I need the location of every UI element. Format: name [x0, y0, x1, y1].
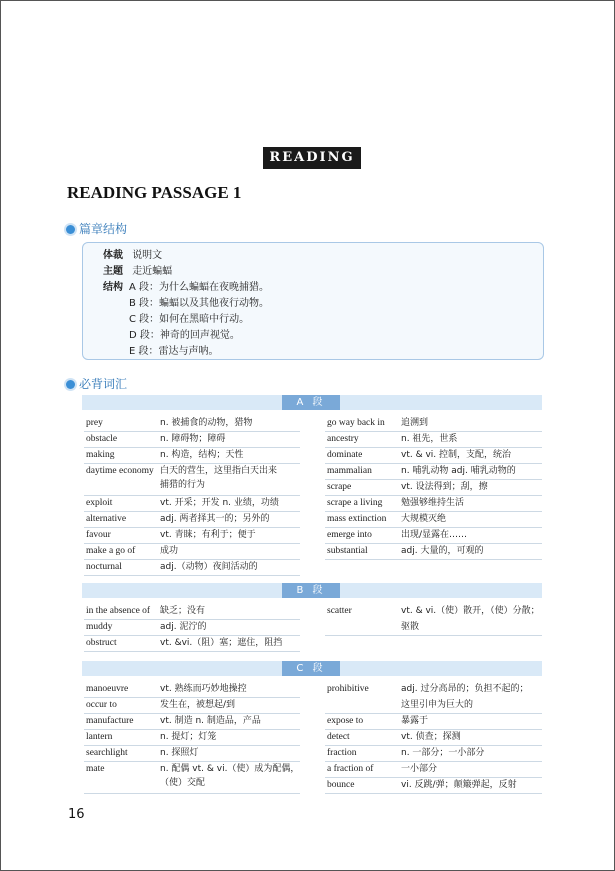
structure-heading-text: 篇章结构: [79, 222, 128, 236]
vocab-row: [84, 431, 300, 448]
section-a-label: A 段: [282, 395, 340, 410]
vocab-row: [84, 713, 300, 730]
vocab-meaning: n. 一部分；一小部分: [401, 748, 485, 758]
vocab-row: [325, 745, 542, 762]
vocab-row: [84, 559, 300, 576]
bullet-icon: [66, 380, 75, 389]
vocab-row: [84, 543, 300, 560]
struct-key: 结构: [103, 282, 123, 293]
vocab-word: searchlight: [86, 748, 128, 758]
vocab-word: make a go of: [86, 546, 136, 556]
genre-value: 说明文: [132, 250, 163, 261]
vocab-row: [84, 511, 300, 528]
vocab-row: [84, 729, 300, 746]
vocab-row: [84, 415, 300, 432]
section-b-bar: [82, 583, 542, 598]
vocab-meaning: 暴露于: [401, 716, 429, 726]
vocab-row: [325, 415, 542, 432]
vocab-meaning: 成功: [160, 546, 179, 556]
vocab-meaning: 缺乏；没有: [160, 606, 206, 616]
vocab-word: occur to: [86, 700, 117, 710]
vocab-word: alternative: [86, 514, 127, 524]
vocab-word: lantern: [86, 732, 113, 742]
section-b-label: B 段: [282, 583, 340, 598]
vocab-word: obstruct: [86, 638, 117, 648]
para-b: B 段：蝙蝠以及其他夜行动物。: [129, 298, 270, 309]
vocab-meaning: n. 探照灯: [160, 748, 199, 758]
theme-value: 走近蝙蝠: [132, 266, 173, 277]
vocab-row: [84, 681, 300, 698]
vocab-word: prohibitive: [327, 684, 369, 694]
vocab-row: [84, 635, 300, 652]
para-d: D 段：神奇的回声视觉。: [129, 330, 240, 341]
vocab-row: [325, 603, 542, 636]
vocab-row: [84, 619, 300, 636]
vocab-meaning: vt. 熟练而巧妙地操控: [160, 684, 247, 694]
daytime-economy-cont: 捕猎的行为: [160, 480, 206, 490]
vocab-row: [325, 463, 542, 480]
vocab-meaning: n. 哺乳动物 adj. 哺乳动物的: [401, 466, 516, 476]
vocab-row: [325, 761, 542, 778]
vocab-word: go way back in: [327, 418, 385, 428]
section-badge: READING: [263, 147, 361, 169]
vocab-word: muddy: [86, 622, 113, 632]
vocab-meaning: adj. 大量的，可观的: [401, 546, 484, 556]
vocab-word: nocturnal: [86, 562, 122, 572]
scatter-cont: 驱散: [401, 622, 420, 632]
vocab-meaning: vi. 反跳/弹；颠簸弹起，反射: [401, 780, 517, 790]
vocab-word: favour: [86, 530, 111, 540]
page-number: 16: [68, 807, 85, 822]
vocab-meaning: 这里引申为巨大的: [401, 700, 474, 710]
vocab-meaning: n. 障碍物；障碍: [160, 434, 226, 444]
para-c: C 段：如何在黑暗中行动。: [129, 314, 250, 325]
theme-key: 主题: [103, 266, 123, 277]
vocab-meaning: 出现/显露在……: [401, 530, 468, 540]
vocab-row: [325, 543, 542, 560]
section-a-bar: [82, 395, 542, 410]
vocab-row: [325, 479, 542, 496]
theme-row: [103, 264, 172, 280]
vocab-word: mate: [86, 764, 105, 774]
vocab-row: [325, 431, 542, 448]
vocab-row: [325, 729, 542, 746]
vocab-meaning: n. 被捕食的动物，猎物: [160, 418, 253, 428]
vocab-word: mass extinction: [327, 514, 387, 524]
genre-row: [103, 248, 162, 264]
section-c-bar: [82, 661, 542, 676]
vocab-meaning: 白天的营生，这里指白天出来: [160, 466, 278, 476]
vocab-word: scatter: [327, 606, 352, 616]
vocab-row: [325, 511, 542, 528]
vocab-word: dominate: [327, 450, 363, 460]
vocab-word: daytime economy: [86, 466, 154, 476]
vocab-row: [325, 681, 542, 697]
vocab-word: substantial: [327, 546, 368, 556]
vocab-word: obstacle: [86, 434, 118, 444]
vocab-row: [325, 447, 542, 464]
vocab-word: expose to: [327, 716, 364, 726]
vocab-meaning: vt. & vi. 控制，支配，统治: [401, 450, 512, 460]
vocab-row: [325, 697, 542, 714]
vocab-word: emerge into: [327, 530, 372, 540]
vocab-heading-text: 必背词汇: [79, 377, 128, 391]
struct-row: [103, 280, 129, 296]
vocab-meaning: vt. 青睐；有利于；便于: [160, 530, 256, 540]
vocab-word: scrape a living: [327, 498, 383, 508]
vocab-row: [325, 527, 542, 544]
vocab-meaning: vt. 设法得到；刮，擦: [401, 482, 488, 492]
vocab-meaning: vt. & vi.（使）散开，（使）分散；: [401, 606, 540, 616]
vocab-meaning: adj. 过分高昂的；负担不起的；: [401, 684, 529, 694]
vocab-row: [325, 777, 542, 794]
vocab-row: [84, 527, 300, 544]
vocab-meaning: adj. 泥泞的: [160, 622, 207, 632]
vocab-word: fraction: [327, 748, 357, 758]
vocab-word: a fraction of: [327, 764, 374, 774]
vocab-word: in the absence of: [86, 606, 151, 616]
passage-title: READING PASSAGE 1: [67, 183, 242, 202]
vocab-word: manufacture: [86, 716, 134, 726]
vocab-row: [325, 495, 542, 512]
vocab-row: [325, 713, 542, 730]
vocab-meaning: vt. 侦查；探测: [401, 732, 461, 742]
vocab-meaning: 大规模灭绝: [401, 514, 447, 524]
vocab-meaning: 发生在，被想起/到: [160, 700, 236, 710]
vocab-meaning: n. 祖先，世系: [401, 434, 458, 444]
vocab-word: manoeuvre: [86, 684, 129, 694]
vocab-row: [84, 603, 300, 620]
vocab-word: scrape: [327, 482, 352, 492]
vocab-row: [84, 495, 300, 512]
para-a: A 段：为什么蝙蝠在夜晚捕猎。: [129, 282, 270, 293]
vocab-word: detect: [327, 732, 350, 742]
section-c-label: C 段: [282, 661, 340, 676]
vocab-word: mammalian: [327, 466, 372, 476]
vocab-meaning: vt. &vi.（阻）塞；遮住，阻挡: [160, 638, 283, 648]
vocab-meaning: vt. 开采；开发 n. 业绩，功绩: [160, 498, 279, 508]
vocab-meaning: n. 配偶 vt. & vi.（使）成为配偶，: [160, 764, 300, 774]
vocab-meaning: vt. 制造 n. 制造品，产品: [160, 716, 261, 726]
structure-heading: [66, 220, 127, 237]
para-e: E 段：雷达与声呐。: [129, 346, 219, 357]
vocab-meaning: 一小部分: [401, 764, 438, 774]
vocab-meaning: 追溯到: [401, 418, 429, 428]
vocab-meaning: n. 构造，结构；天性: [160, 450, 244, 460]
vocab-meaning: 勉强够维持生活: [401, 498, 465, 508]
vocab-meaning: n. 提灯；灯笼: [160, 732, 217, 742]
vocab-meaning: adj. 两者择其一的；另外的: [160, 514, 270, 524]
vocab-heading: [66, 375, 127, 392]
genre-key: 体裁: [103, 250, 123, 261]
structure-box: [82, 242, 544, 360]
vocab-word: exploit: [86, 498, 113, 508]
vocab-word: prey: [86, 418, 103, 428]
mate-cont: （使）交配: [160, 778, 206, 788]
vocab-word: ancestry: [327, 434, 359, 444]
vocab-word: making: [86, 450, 115, 460]
vocab-meaning: adj.（动物）夜间活动的: [160, 562, 258, 572]
vocab-row: [84, 745, 300, 762]
vocab-word: bounce: [327, 780, 355, 790]
vocab-row: [84, 447, 300, 464]
bullet-icon: [66, 225, 75, 234]
vocab-row: [84, 697, 300, 714]
